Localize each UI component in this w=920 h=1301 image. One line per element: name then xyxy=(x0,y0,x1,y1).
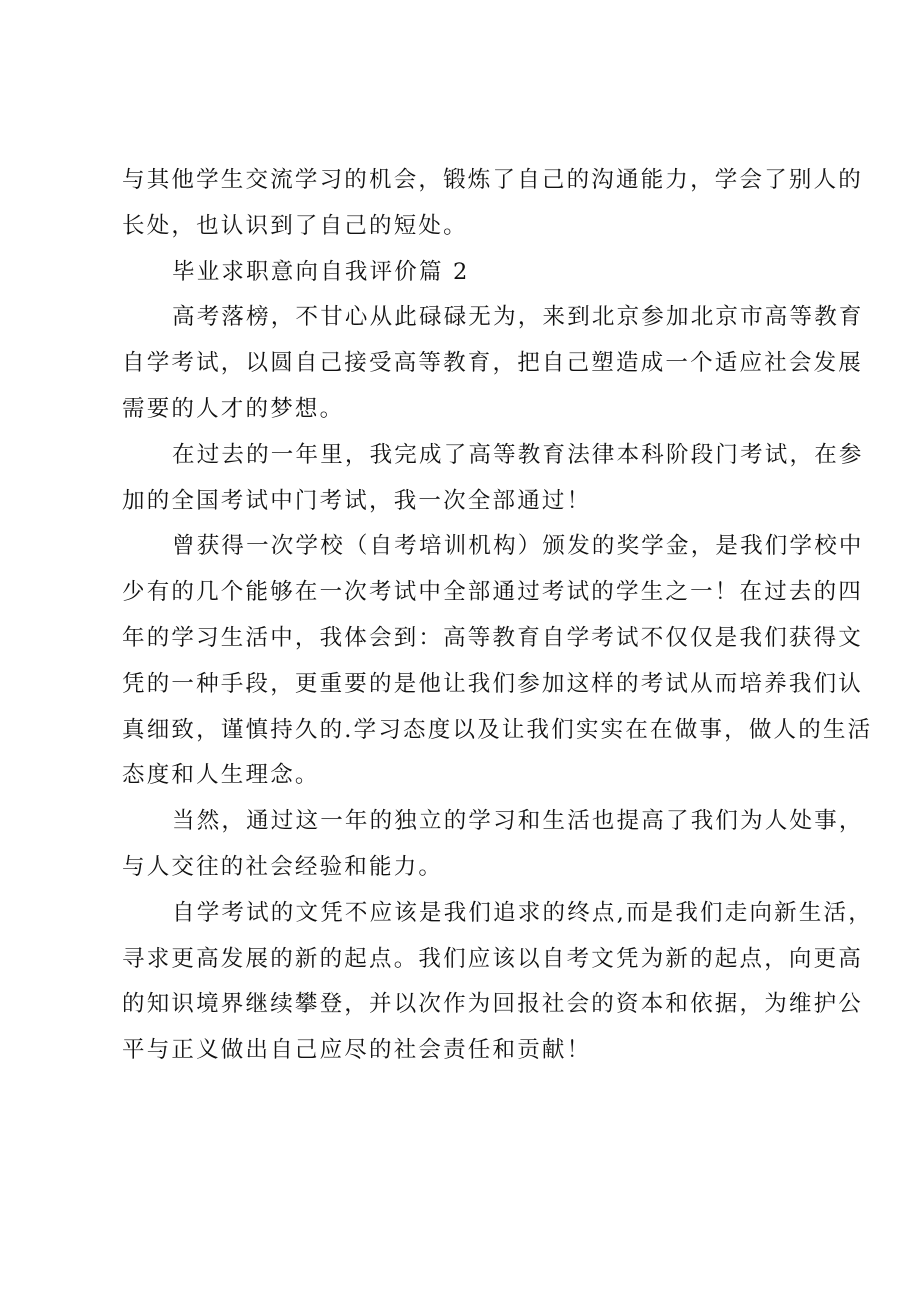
paragraph-continuation xyxy=(122,158,864,250)
paragraph xyxy=(122,524,873,799)
heading-text: 毕业求职意向自我评价篇 2 xyxy=(172,258,470,285)
text-line: 自学考试的文凭不应该是我们追求的终点,而是我们走向新生活， xyxy=(172,899,873,926)
text-line: 年的学习生活中，我体会到：高等教育自学考试不仅仅是我们获得文 xyxy=(122,624,864,651)
text-line: 寻求更高发展的新的起点。我们应该以自考文凭为新的起点，向更高 xyxy=(122,945,864,972)
paragraph xyxy=(122,799,864,891)
text-line: 需要的人才的梦想。 xyxy=(122,395,345,422)
text-line: 的知识境界继续攀登，并以次作为回报社会的资本和依据，为维护公 xyxy=(122,991,864,1018)
text-line: 少有的几个能够在一次考试中全部通过考试的学生之一！在过去的四 xyxy=(122,579,864,606)
text-line: 加的全国考试中门考试，我一次全部通过！ xyxy=(122,487,592,514)
paragraph xyxy=(122,891,873,1074)
text-line: 曾获得一次学校（自考培训机构）颁发的奖学金，是我们学校中 xyxy=(172,533,864,560)
text-line: 凭的一种手段，更重要的是他让我们参加这样的考试从而培养我们认 xyxy=(122,670,864,697)
text-line: 态度和人生理念。 xyxy=(122,762,320,789)
section-heading xyxy=(122,250,822,296)
text-line: 长处，也认识到了自己的短处。 xyxy=(122,212,468,239)
document-body xyxy=(122,158,873,1074)
text-line: 自学考试，以圆自己接受高等教育，把自己塑造成一个适应社会发展 xyxy=(122,350,864,377)
text-line: 与人交往的社会经验和能力。 xyxy=(122,853,444,880)
text-line: 当然，通过这一年的独立的学习和生活也提高了我们为人处事， xyxy=(172,808,864,835)
text-line: 平与正义做出自己应尽的社会责任和贡献！ xyxy=(122,1037,592,1064)
text-line: 高考落榜，不甘心从此碌碌无为，来到北京参加北京市高等教育 xyxy=(172,304,864,331)
text-line: 在过去的一年里，我完成了高等教育法律本科阶段门考试，在参 xyxy=(172,441,864,468)
text-line: 真细致，谨慎持久的.学习态度以及让我们实实在在做事，做人的生活 xyxy=(122,716,873,743)
text-line: 与其他学生交流学习的机会，锻炼了自己的沟通能力，学会了别人的 xyxy=(122,167,864,193)
paragraph xyxy=(122,295,864,432)
paragraph xyxy=(122,433,864,525)
